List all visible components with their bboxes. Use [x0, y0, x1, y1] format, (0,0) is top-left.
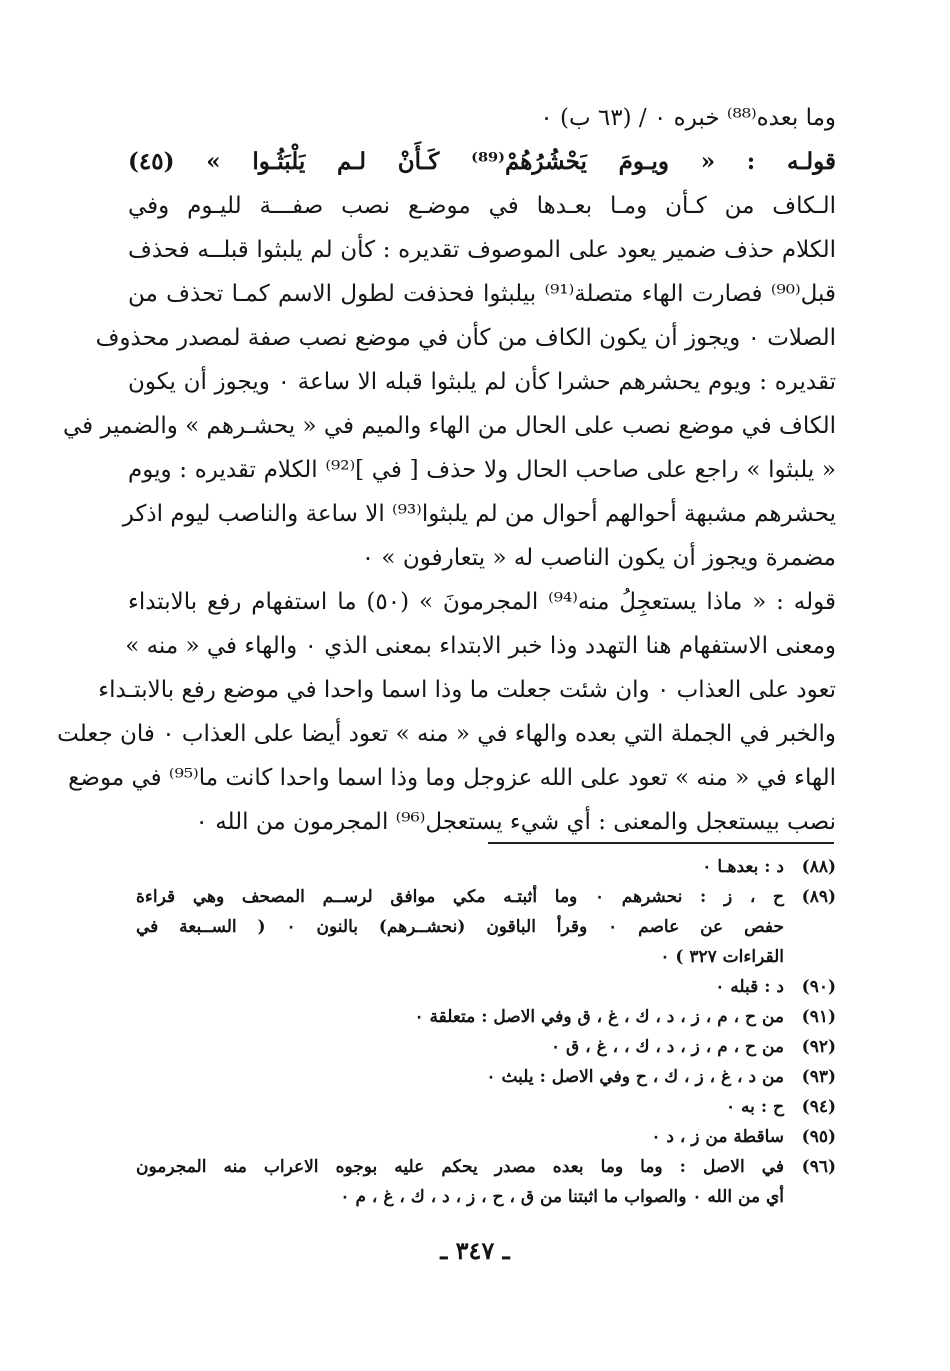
footnote [136, 972, 836, 1002]
text-line: وما بعده⁽⁸⁸⁾ خبره ٠ / (٦٣ ب) ٠ [540, 105, 836, 131]
footnote-text: د : قبله ٠ [715, 977, 784, 997]
footnote-body [136, 1122, 784, 1152]
footnote-text: من د ، غ ، ز ، ك ، ح وفي الاصل : يلبث ٠ [486, 1067, 784, 1087]
text-line: الـكاف من كـأن ومـا بعـدها في موضـع نصب صفـــة لليـوم وفي [128, 193, 836, 219]
page-number: ـ ٣٤٧ ـ [440, 1236, 510, 1265]
footnote-number: (٨٩) [801, 887, 836, 907]
footnote-text: في الاصل : وما وما بعده مصدر يحكم عليه بوجوه الاعراب منه المجرمون [136, 1157, 784, 1177]
footnote-text: حفص عن عاصم ٠ وقرأ الباقون (نحشــرهم) بالنون ٠ ( الســبعة في [136, 917, 784, 937]
footnote-body [136, 1032, 784, 1062]
text-line: قبل⁽⁹⁰⁾ فصارت الهاء متصلة⁽⁹¹⁾ بيلبثوا فحذفت لطول الاسم كمـا تحذف من [128, 281, 836, 307]
footnote-text: ح : به ٠ [726, 1097, 784, 1117]
footnote-text: ساقطة من ز ، د ٠ [651, 1127, 784, 1147]
text-line: والخبر في الجملة التي بعده والهاء في « منه » تعود أيضا على العذاب ٠ فان جعلت [57, 721, 836, 747]
footnote-body [136, 1062, 784, 1092]
footnote-number: (٩١) [801, 1007, 836, 1027]
footnote-number: (٩٢) [801, 1037, 836, 1057]
footnote-separator [488, 842, 834, 844]
main-text-block [57, 96, 837, 844]
footnote-text: القراءات ٣٢٧ ) ٠ [660, 947, 784, 967]
text-line: الكاف في موضع نصب على الحال من الهاء والميم في « يحشـرهم » والضمير في [62, 413, 836, 439]
text-line: الصلات ٠ ويجوز أن يكون الكاف من كأن في موضع نصب صفة لمصدر محذوف [95, 325, 836, 351]
text-line: قولـه : « ويـومَ يَحْشُرُهُمْ⁽⁸⁹⁾ كَـأَنْ لـم يَلْبَثُـوا » (٤٥) [128, 148, 836, 175]
footnote-number: (٩٤) [801, 1097, 836, 1117]
footnote-number: (٨٨) [801, 857, 836, 877]
footnote-number: (٩٠) [801, 977, 836, 997]
footnote-body [136, 852, 784, 882]
footnote [136, 1092, 836, 1122]
text-line: الهاء في « منه » تعود على الله عزوجل وما وذا اسما واحدا كانت ما⁽⁹⁵⁾ في موضع [68, 765, 836, 791]
text-line: الكلام حذف ضمير يعود على الموصوف تقديره : كأن لم يلبثوا قبلــه فحذف [128, 237, 836, 263]
text-line: مضمرة ويجوز أن يكون الناصب له « يتعارفون » ٠ [361, 545, 836, 571]
footnote-number: (٩٥) [801, 1127, 836, 1147]
footnote [136, 1032, 836, 1062]
footnote-number: (٩٦) [801, 1157, 836, 1177]
footnote [136, 1122, 836, 1152]
text-line: تقديره : ويوم يحشرهم حشرا كأن لم يلبثوا قبله الا ساعة ٠ ويجوز أن يكون [128, 369, 836, 395]
footnote [136, 882, 836, 972]
footnotes-block [136, 852, 836, 1212]
footnote-body [136, 972, 784, 1002]
text-line: ومعنى الاستفهام هنا التهدد وذا خبر الابتداء بمعنى الذي ٠ والهاء في « منه » [125, 633, 836, 659]
footnote-text: من ح ، م ، ز ، د ، ك ، غ ، ق وفي الاصل : متعلقة ٠ [414, 1007, 784, 1027]
footnote-body [136, 882, 784, 972]
footnote-number: (٩٣) [801, 1067, 836, 1087]
footnote-text: ح ، ز : نحشرهم ٠ وما أثبتـه مكي موافق لرســم المصحف وهي قراءة [136, 887, 784, 907]
footnote-body [136, 1092, 784, 1122]
footnote-text: أي من الله ٠ والصواب ما اثبتنا من ق ، ح ، ز ، د ، ك ، غ ، م ٠ [340, 1187, 784, 1207]
footnote-text: د : بعدهـا ٠ [702, 857, 784, 877]
footnote [136, 1002, 836, 1032]
text-line: نصب بيستعجل والمعنى : أي شيء يستعجل⁽⁹⁶⁾ المجرمون من الله ٠ [195, 809, 836, 835]
footnote [136, 1062, 836, 1092]
footnote-text: من ح ، م ، ز ، د ، ك ، ، غ ، ق ٠ [551, 1037, 784, 1057]
footnote-body [136, 1002, 784, 1032]
footnote [136, 852, 836, 882]
footnote-body [136, 1152, 784, 1212]
text-line: قوله : « ماذا يستعجِلُ منه⁽⁹⁴⁾ المجرمونَ » (٥٠) ما استفهام رفع بالابتداء [128, 589, 837, 615]
text-line: « يلبثوا » راجع على صاحب الحال ولا حذف [ في ]⁽⁹²⁾ الكلام تقديره : ويوم [128, 457, 836, 483]
footnote [136, 1152, 836, 1212]
text-line: تعود على العذاب ٠ وان شئت جعلت ما وذا اسما واحدا في موضع رفع بالابتـداء [98, 677, 836, 703]
text-line: يحشرهم مشبهة أحوالهم أحوال من لم يلبثوا⁽⁹³⁾ الا ساعة والناصب ليوم اذكر [122, 501, 836, 527]
